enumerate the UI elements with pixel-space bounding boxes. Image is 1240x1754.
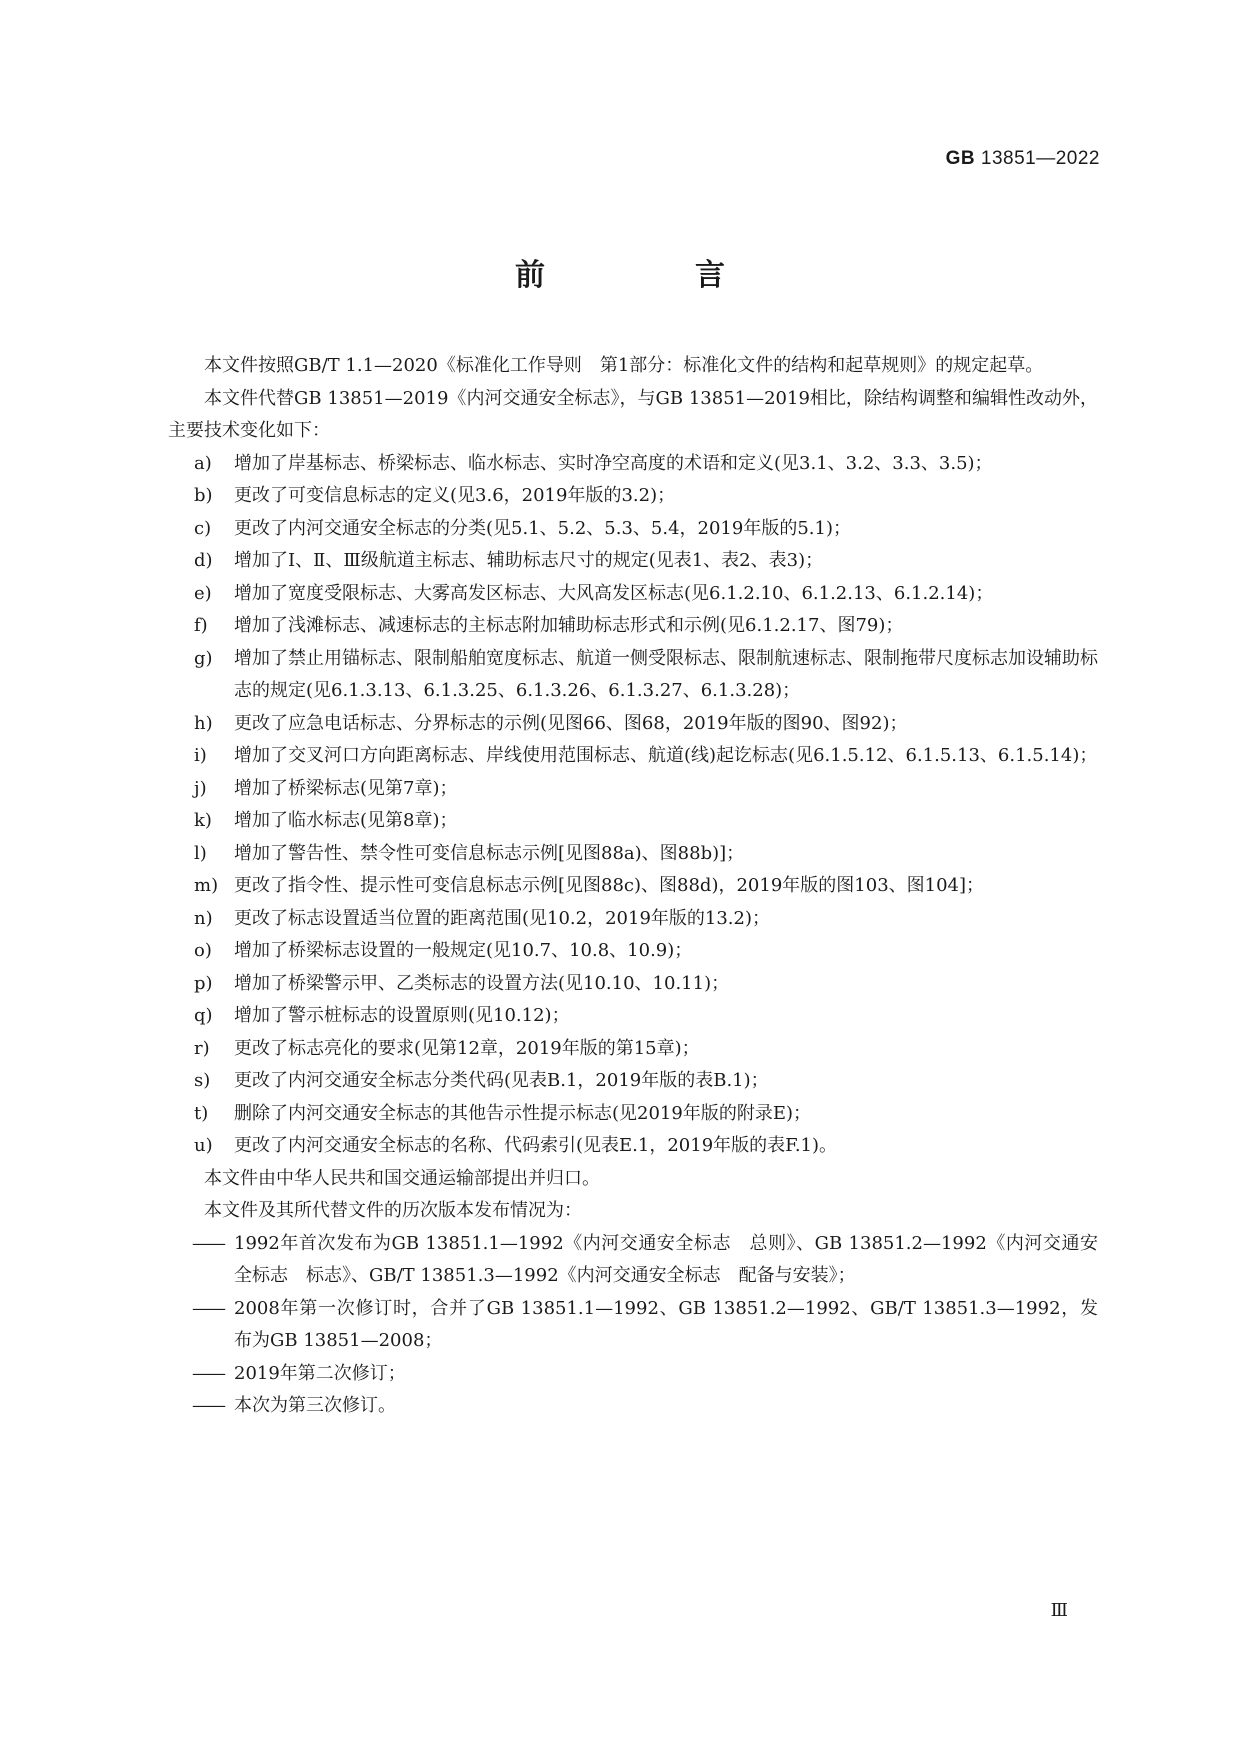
list-marker: m) [194,875,219,896]
list-item [168,1065,1098,1098]
list-item-text: 更改了标志亮化的要求(见第12章，2019年版的第15章)； [234,1037,700,1059]
list-marker: o) [194,940,212,961]
list-item-text: 删除了内河交通安全标志的其他告示性提示标志(见2019年版的附录E)； [234,1102,811,1124]
list-item [168,870,1098,903]
list-item [168,1000,1098,1033]
list-item [168,903,1098,936]
list-dash: —— [192,1232,224,1254]
list-item [168,1098,1098,1131]
list-item-text: 增加了桥梁标志设置的一般规定(见10.7、10.8、10.9)； [234,940,693,961]
list-item-text: 更改了标志设置适当位置的距离范围(见10.2，2019年版的13.2)； [234,907,771,929]
list-marker: k) [194,810,212,831]
list-item [168,643,1098,708]
proposal-paragraph: 本文件由中华人民共和国交通运输部提出并归口。 [204,1167,600,1189]
list-marker: d) [194,550,213,571]
list-item [168,1228,1098,1293]
list-item-text: 更改了指令性、提示性可变信息标志示例[见图88c)、图88d)，2019年版的图103、图104]； [234,875,985,896]
list-item [168,1390,1098,1423]
page-number: Ⅲ [1050,1600,1068,1621]
list-item-text: 增加了宽度受限标志、大雾高发区标志、大风高发区标志(见6.1.2.10、6.1.2.13、6.1.2.14)； [234,582,994,604]
list-marker: g) [194,647,213,669]
list-item [168,610,1098,643]
list-item-text: 增加了警告性、禁令性可变信息标志示例[见图88a)、图88b)]； [234,842,745,864]
list-dash: —— [192,1395,224,1416]
list-item-text: 更改了内河交通安全标志的名称、代码索引(见表E.1，2019年版的表F.1)。 [234,1135,838,1156]
list-marker: f) [194,615,208,636]
foreword-body [168,350,1098,1423]
list-marker: e) [194,582,212,604]
list-marker: j) [194,777,207,799]
list-item-text: 1992年首次发布为GB 13851.1—1992《内河交通安全标志 总则》、GB 13851.2—1992《内河交通安全标志 标志》、GB/T 13851.3—1992《内河交通安全标志 配备与安装》； [234,1232,1098,1286]
list-marker: l) [194,842,207,864]
list-marker: t) [194,1102,209,1124]
list-item [168,740,1098,773]
list-item [168,838,1098,871]
list-marker: s) [194,1070,211,1091]
list-marker: r) [194,1037,210,1059]
list-marker: i) [194,745,207,766]
list-item-text: 增加了岸基标志、桥梁标志、临水标志、实时净空高度的术语和定义(见3.1、3.2、3.3、3.5)； [234,452,993,474]
list-item-text: 本次为第三次修订。 [234,1395,396,1416]
list-item [168,480,1098,513]
list-marker: a) [194,452,212,474]
list-dash: —— [192,1297,224,1319]
list-item [168,773,1098,806]
list-item [168,968,1098,1001]
list-item [168,1130,1098,1163]
list-item [168,935,1098,968]
intro-paragraph-2: 本文件代替GB 13851—2019《内河交通安全标志》，与GB 13851—2019相比，除结构调整和编辑性改动外，主要技术变化如下： [168,387,1098,441]
list-marker: u) [194,1135,213,1156]
list-item-text: 更改了内河交通安全标志的分类(见5.1、5.2、5.3、5.4，2019年版的5.1)； [234,517,851,539]
list-item-text: 2008年第一次修订时，合并了GB 13851.1—1992、GB 13851.2—1992、GB/T 13851.3—1992，发布为GB 13851—2008； [234,1297,1098,1351]
history-intro-paragraph: 本文件及其所代替文件的历次版本发布情况为： [204,1200,582,1221]
version-history-list [168,1228,1098,1423]
page-title: 前 言 [515,258,785,293]
list-marker: h) [194,712,213,734]
list-item [168,805,1098,838]
list-item-text: 增加了桥梁警示甲、乙类标志的设置方法(见10.10、10.11)； [234,972,730,994]
list-marker: c) [194,517,212,539]
list-item [168,1358,1098,1391]
list-item-text: 更改了内河交通安全标志分类代码(见表B.1，2019年版的表B.1)； [234,1070,769,1091]
list-item-text: 更改了可变信息标志的定义(见3.6，2019年版的3.2)； [234,485,676,506]
list-item-text: 更改了应急电话标志、分界标志的示例(见图66、图68，2019年版的图90、图92)； [234,712,908,734]
list-item-text: 增加了警示桩标志的设置原则(见10.12)； [234,1005,570,1026]
list-item-text: 增加了交叉河口方向距离标志、岸线使用范围标志、航道(线)起讫标志(见6.1.5.12、6.1.5.13、6.1.5.14)； [234,745,1098,766]
list-item [168,1293,1098,1358]
list-item-text: 增加了浅滩标志、减速标志的主标志附加辅助标志形式和示例(见6.1.2.17、图79)； [234,615,904,636]
list-item [168,448,1098,481]
list-item-text: 2019年第二次修订； [234,1362,406,1384]
list-item [168,545,1098,578]
list-item-text: 增加了Ⅰ、Ⅱ、Ⅲ级航道主标志、辅助标志尺寸的规定(见表1、表2、表3)； [234,550,824,571]
list-marker: q) [194,1005,213,1026]
list-dash: —— [192,1362,224,1384]
list-item-text: 增加了临水标志(见第8章)； [234,810,458,831]
standard-code: 13851—2022 [980,148,1100,169]
list-marker: b) [194,485,213,506]
list-item [168,1033,1098,1066]
list-item-text: 增加了禁止用锚标志、限制船舶宽度标志、航道一侧受限标志、限制航速标志、限制拖带尺度标志加设辅助标志的规定(见6.1.3.13、6.1.3.25、6.1.3.26、6.1.3.27、6.1.3.28)； [234,647,1098,701]
technical-changes-list [168,448,1098,1163]
list-item [168,513,1098,546]
list-item [168,708,1098,741]
list-item [168,578,1098,611]
standard-number-header [946,148,1100,170]
standard-prefix: GB [945,148,976,169]
list-item-text: 增加了桥梁标志(见第7章)； [234,777,458,799]
list-marker: p) [194,972,213,994]
list-marker: n) [194,907,213,929]
intro-paragraph-1: 本文件按照GB/T 1.1—2020《标准化工作导则 第1部分：标准化文件的结构和起草规则》的规定起草。 [204,355,1044,376]
